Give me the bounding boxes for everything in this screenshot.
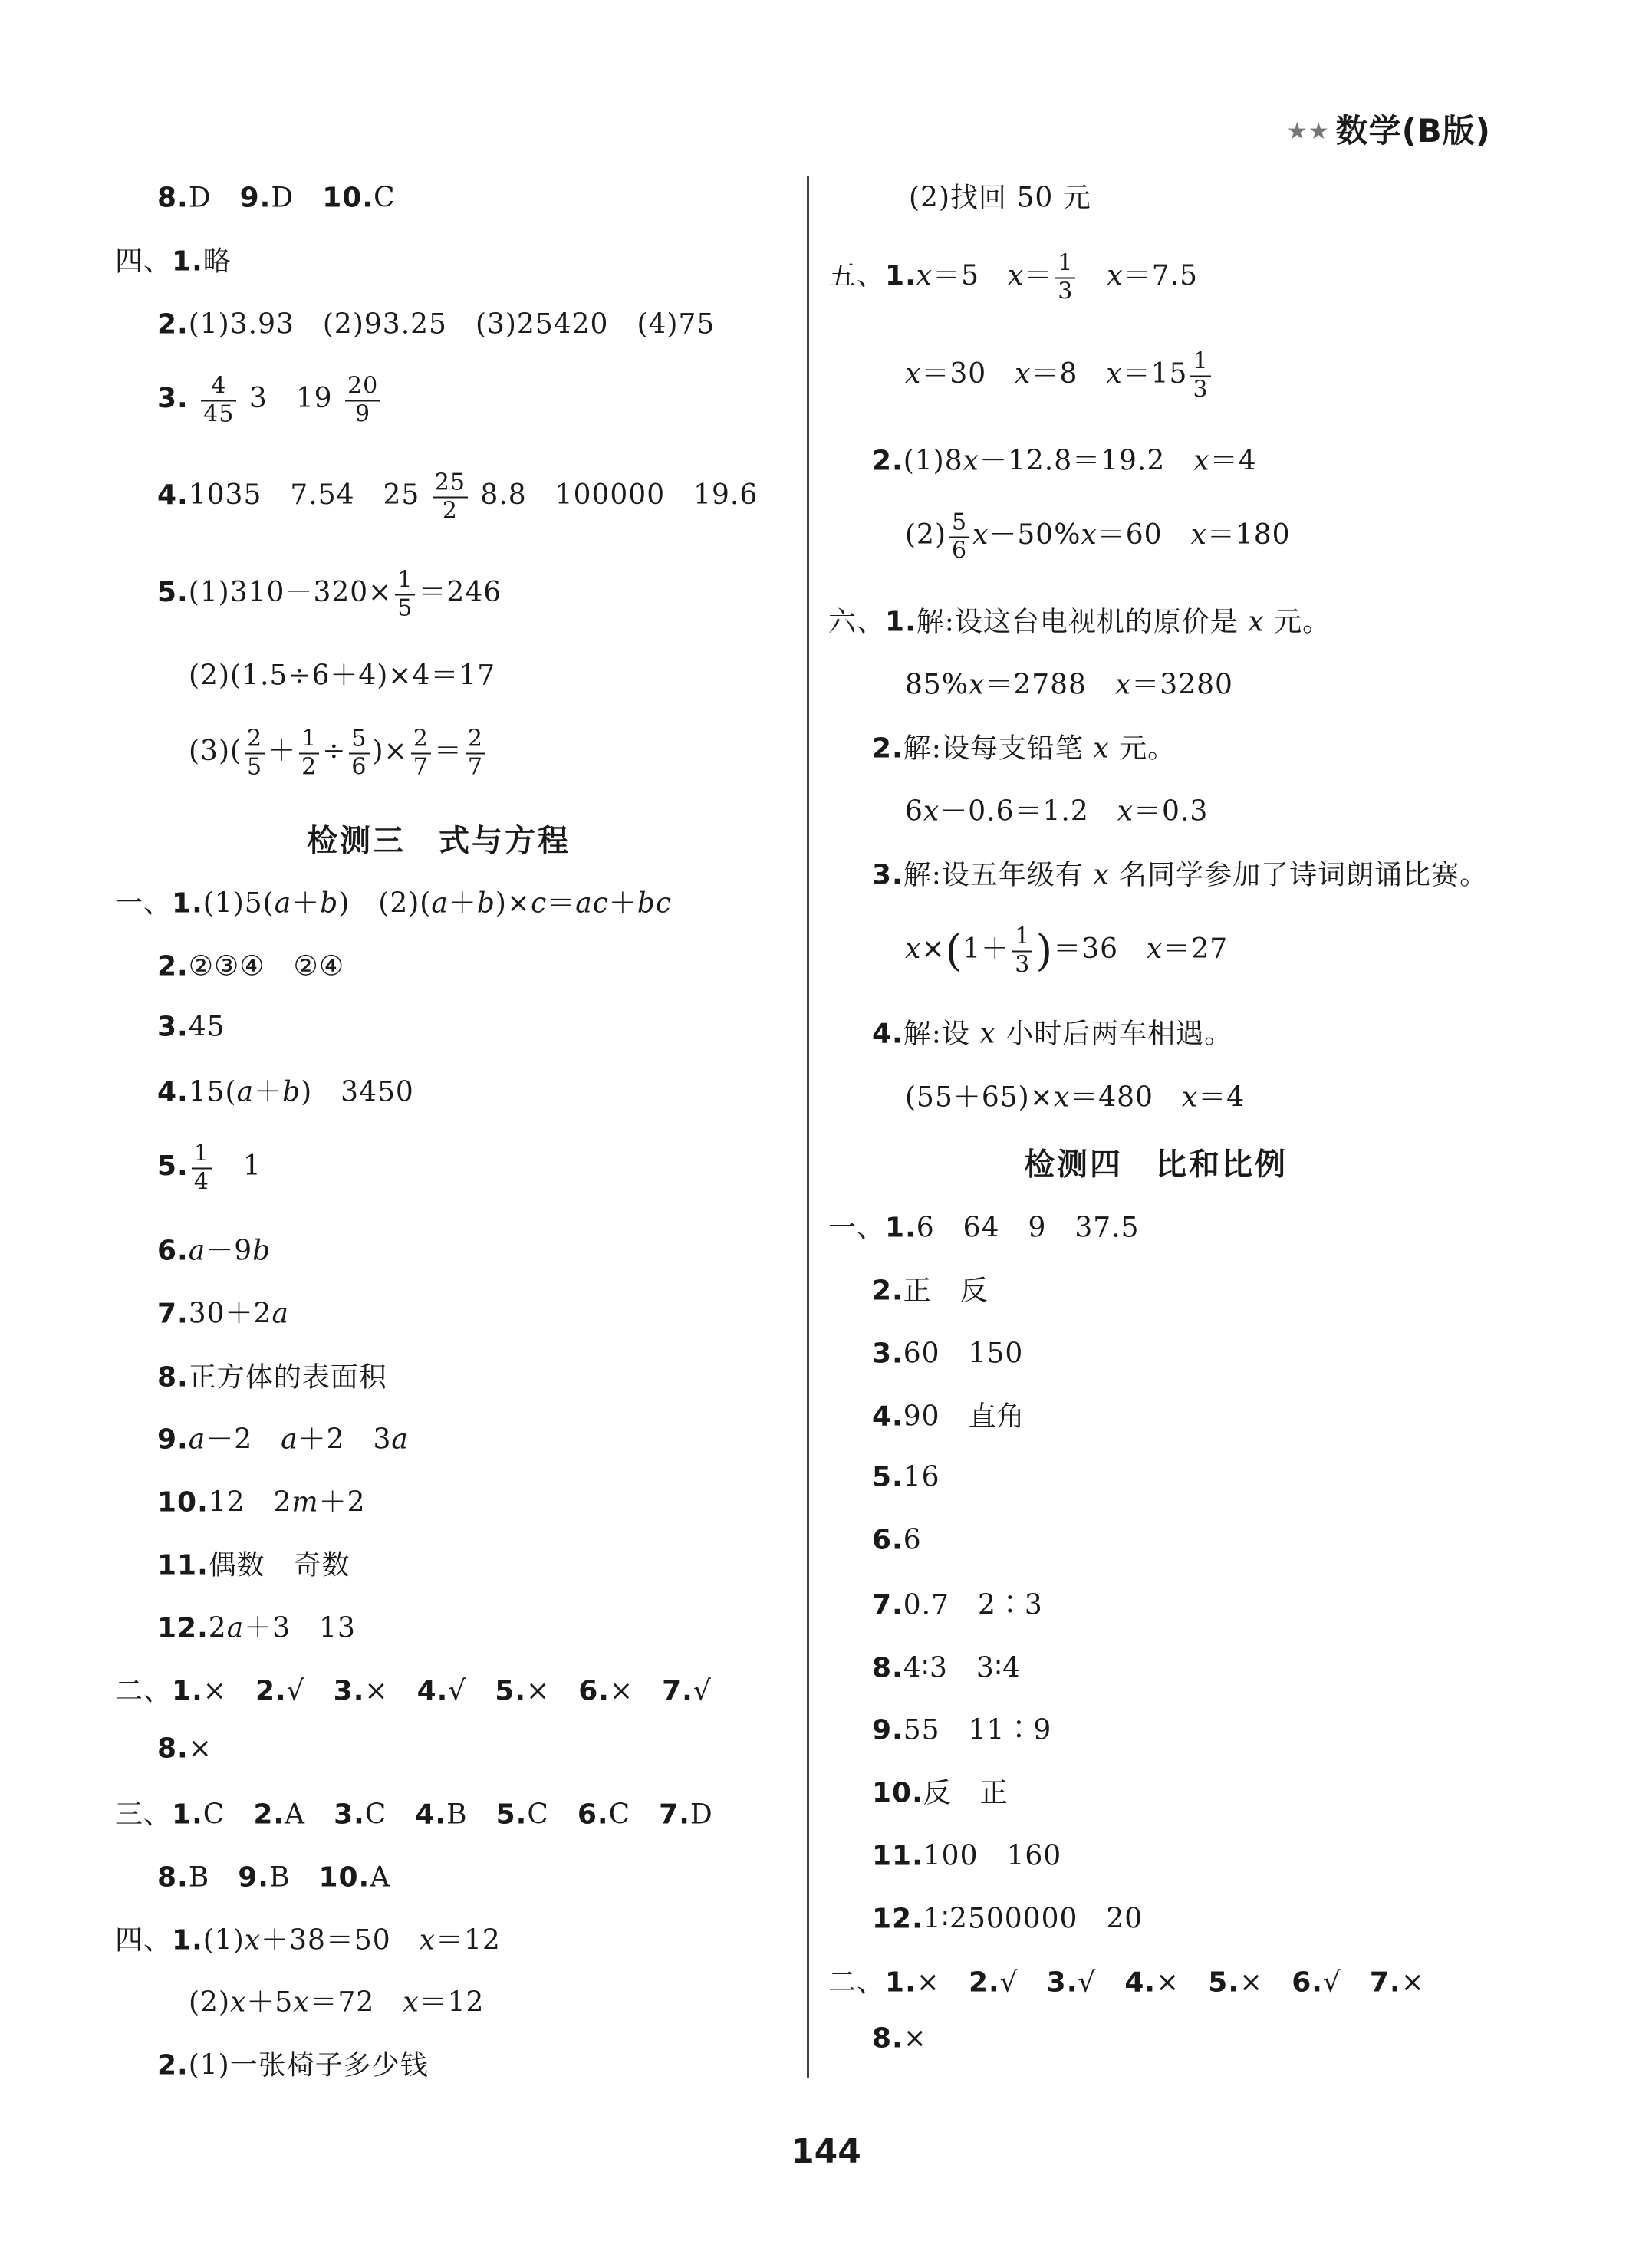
answer-line: 8.正方体的表面积 (157, 1361, 387, 1394)
fraction: $\frac{1}{4}$ (192, 1141, 212, 1196)
answer-line: 7.0.7 2∶3 (872, 1589, 1043, 1621)
header-title: 数学(B版) (1335, 112, 1491, 150)
fraction: $\frac{1}{5}$ (395, 568, 415, 622)
fraction: $\frac{1}{3}$ (1055, 251, 1075, 305)
answer-line: 4.90 直角 (872, 1400, 1025, 1433)
answer-line: 3. $\frac{4}{45}$ 3 19 $\frac{20}{9}$ (157, 374, 383, 428)
answer-line: 六、1.解:设这台电视机的原价是 x 元。 (828, 606, 1331, 638)
answer-line: 一、1.(1)5(a＋b) (2)(a＋b)×c＝ac＋bc (115, 887, 673, 920)
fraction: $\frac{25}{2}$ (433, 470, 468, 525)
fraction: $\frac{2}{7}$ (411, 726, 431, 781)
fraction: $\frac{2}{7}$ (466, 726, 485, 781)
section-title: 检测三 式与方程 (307, 823, 571, 859)
answer-line: 8.× (157, 1733, 212, 1765)
fraction: $\frac{1}{3}$ (1012, 924, 1032, 979)
answer-line: x×(1＋ $\frac{1}{3}$ )＝36 x＝27 (905, 923, 1229, 978)
fraction: $\frac{1}{3}$ (1190, 349, 1210, 403)
answer-line: 2.(1)8x－12.8＝19.2 x＝4 (872, 445, 1257, 477)
answer-line: 三、1.C 2.A 3.C 4.B 5.C 6.C 7.D (115, 1798, 713, 1831)
fraction: $\frac{20}{9}$ (345, 374, 380, 428)
answer-line: 6x－0.6＝1.2 x＝0.3 (905, 795, 1209, 828)
answer-line: 8.B 9.B 10.A (157, 1861, 391, 1894)
answer-line: 8.4∶3 3∶4 (872, 1652, 1022, 1684)
answer-line: 12.2a＋3 13 (157, 1612, 356, 1644)
answer-line: x＝30 x＝8 x＝15 $\frac{1}{3}$ (905, 349, 1214, 403)
answer-line: 4.解:设 x 小时后两车相遇。 (872, 1018, 1233, 1050)
answer-line: 8.D 9.D 10.C (157, 182, 396, 214)
answer-line: 6.6 (872, 1524, 922, 1556)
answer-line: 5.(1)310－320× $\frac{1}{5}$ ＝246 (157, 566, 502, 621)
answer-line: 一、1.6 64 9 37.5 (828, 1212, 1140, 1244)
fraction: $\frac{4}{45}$ (201, 374, 236, 428)
answer-line: 3.45 (157, 1011, 225, 1043)
fraction: $\frac{5}{6}$ (949, 510, 969, 564)
answer-line: 4.1035 7.54 25 $\frac{25}{2}$ 8.8 100000 19.6 (157, 469, 759, 524)
answer-line: 四、1.(1)x＋38＝50 x＝12 (115, 1924, 501, 1956)
answer-line: 5. $\frac{1}{4}$ 1 (157, 1140, 262, 1195)
answer-line: 12.1∶2500000 20 (872, 1903, 1144, 1935)
answer-line: 3.解:设五年级有 x 名同学参加了诗词朗诵比赛。 (872, 859, 1489, 891)
answer-line: 10.12 2m＋2 (157, 1486, 366, 1519)
answer-line: 11.100 160 (872, 1840, 1062, 1872)
answer-line: (3)( $\frac{2}{5}$ ＋ $\frac{1}{2}$ ÷ $\frac{5}{6}$ )× $\frac{2}{7}$ ＝ $\frac{2}{7}$ (189, 726, 489, 781)
answer-line: 9.55 11∶9 (872, 1714, 1052, 1746)
answer-line: 2.正 反 (872, 1275, 989, 1307)
page-number: 144 (791, 2132, 861, 2171)
answer-line: 6.a－9b (157, 1235, 271, 1267)
fraction: $\frac{5}{6}$ (349, 726, 369, 781)
page-header (1287, 106, 1491, 152)
fraction: $\frac{1}{2}$ (299, 726, 319, 781)
answer-line: 2.(1)一张椅子多少钱 (157, 2049, 429, 2082)
star-icon: ★★ (1286, 118, 1330, 145)
answer-line: 二、1.× 2.√ 3.√ 4.× 5.× 6.√ 7.× (828, 1966, 1425, 1999)
answer-line: 二、1.× 2.√ 3.× 4.√ 5.× 6.× 7.√ (115, 1675, 712, 1707)
answer-line: 85%x＝2788 x＝3280 (905, 669, 1233, 701)
section-title: 检测四 比和比例 (1024, 1147, 1288, 1183)
answer-line: 3.60 150 (872, 1338, 1024, 1370)
column-divider (807, 176, 809, 2078)
fraction: $\frac{2}{5}$ (245, 726, 265, 781)
section-heading: 四、1.略 (115, 245, 232, 278)
answer-line: 7.30＋2a (157, 1298, 289, 1330)
answer-line: 2.(1)3.93 (2)93.25 (3)25420 (4)75 (157, 308, 716, 341)
answer-line: 11.偶数 奇数 (157, 1549, 350, 1581)
answer-line: 9.a－2 a＋2 3a (157, 1423, 409, 1456)
answer-line: 10.反 正 (872, 1777, 1009, 1809)
answer-line: (2) $\frac{5}{6}$ x－50%x＝60 x＝180 (905, 508, 1291, 564)
answer-line: 五、1.x＝5 x＝ $\frac{1}{3}$ x＝7.5 (828, 249, 1198, 304)
answer-line: 4.15(a＋b) 3450 (157, 1076, 414, 1108)
answer-line: 8.× (872, 2022, 927, 2055)
answer-line: (55＋65)×x＝480 x＝4 (905, 1081, 1246, 1114)
answer-line: 2.解:设每支铅笔 x 元。 (872, 732, 1176, 765)
answer-line: (2)找回 50 元 (909, 182, 1091, 214)
answer-line: (2)(1.5÷6＋4)×4＝17 (189, 660, 496, 692)
answer-line: 2.②③④ ②④ (157, 950, 345, 982)
answer-line: 5.16 (872, 1461, 940, 1493)
answer-line: (2)x＋5x＝72 x＝12 (189, 1986, 485, 2019)
